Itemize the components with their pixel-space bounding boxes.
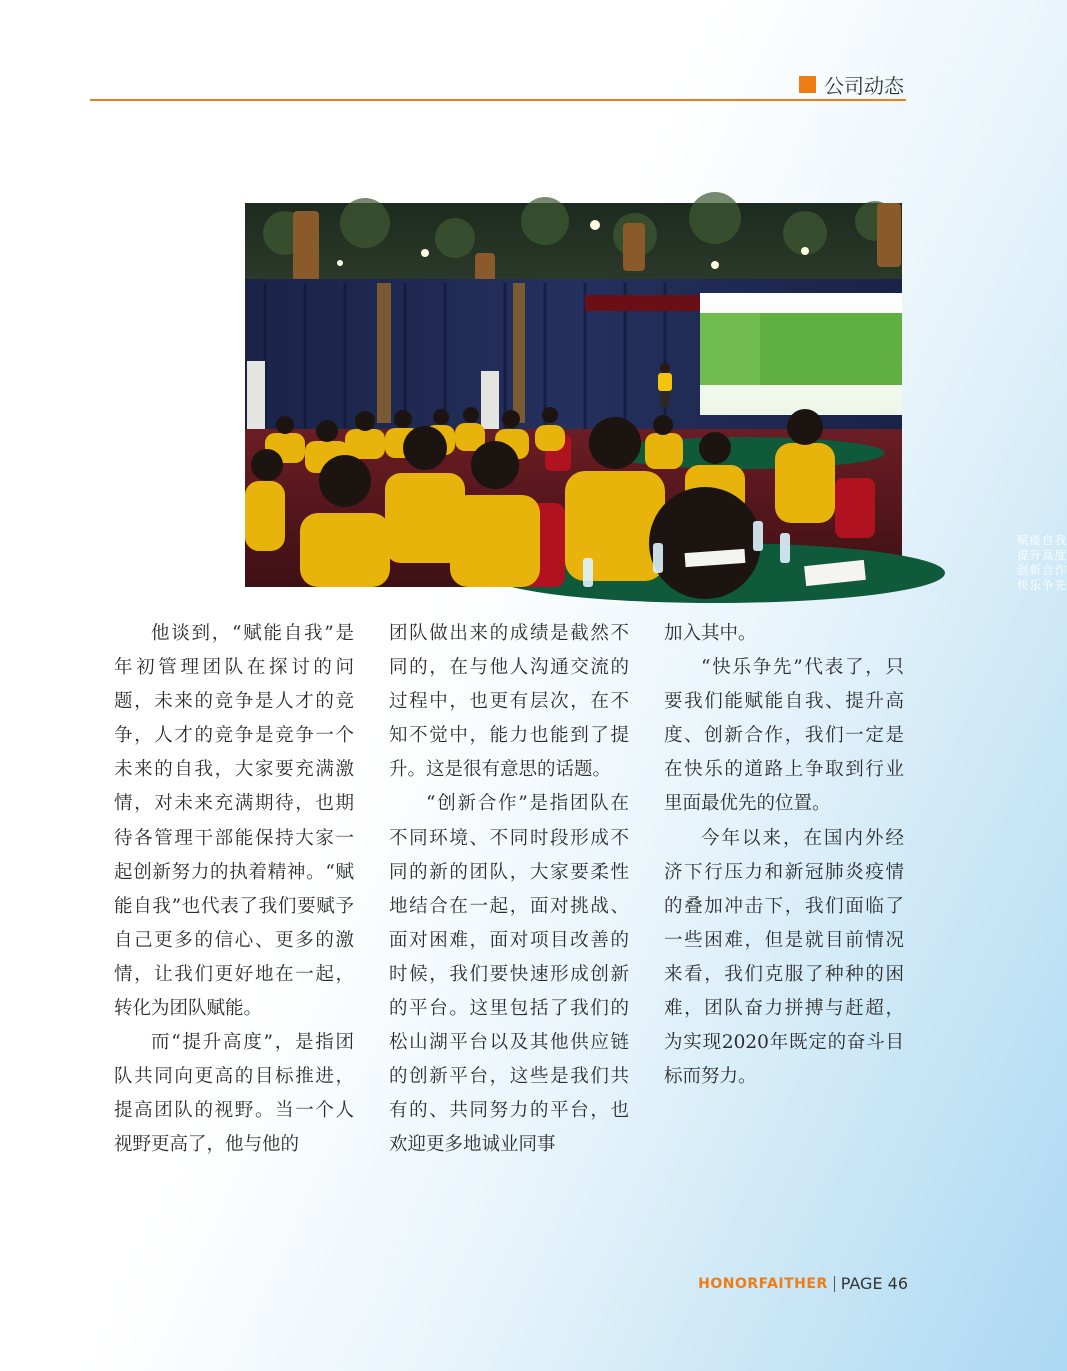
slide-text bbox=[1017, 533, 1067, 593]
section-header bbox=[799, 70, 904, 99]
meeting-photo bbox=[245, 203, 1067, 592]
slide-line: 赋能自我 bbox=[1017, 533, 1067, 547]
meeting-photo-illustration bbox=[245, 203, 902, 587]
paragraph: 而“提升高度”，是指团队共同向更高的目标推进，提高团队的视野。当一个人视野更高了，他与他的 bbox=[114, 1032, 354, 1156]
footer-divider bbox=[834, 1276, 835, 1292]
brand-name: HONORFAITHER bbox=[698, 1275, 828, 1292]
slide-line: 提升高度 bbox=[1017, 548, 1067, 562]
slide-line: 快乐争先 bbox=[1017, 578, 1067, 592]
text-column-1 bbox=[114, 617, 354, 1163]
paragraph: 他谈到，“赋能自我”是年初管理团队在探讨的问题，未来的竞争是人才的竞争，人才的竞争是竞争一个未来的自我，大家要充满激情，对未来充满期待，也期待各管理干部能保持大家一起创新努力的执着精神。“赋能自我”也代表了我们要赋予自己更多的信心、更多的激情，让我们更好地在一起，转化为团队赋能。 bbox=[114, 623, 354, 1020]
text-column-3 bbox=[664, 617, 904, 1094]
page-number: PAGE 46 bbox=[840, 1274, 908, 1293]
paragraph: 团队做出来的成绩是截然不同的，在与他人沟通交流的过程中，也更有层次，在不知不觉中，能力也能到了提升。这是很有意思的话题。 bbox=[389, 623, 629, 781]
section-title: 公司动态 bbox=[824, 74, 904, 98]
text-column-2 bbox=[389, 617, 629, 1163]
paragraph: 加入其中。 bbox=[664, 623, 757, 644]
section-marker-icon bbox=[799, 76, 816, 93]
slide-line: 创新合作 bbox=[1017, 563, 1067, 577]
page-footer bbox=[698, 1274, 908, 1293]
paragraph: “快乐争先”代表了，只要我们能赋能自我、提升高度、创新合作，我们一定是在快乐的道路上争取到行业里面最优先的位置。 bbox=[664, 657, 904, 815]
paragraph: “创新合作”是指团队在不同环境、不同时段形成不同的新的团队，大家要柔性地结合在一起，面对挑战、面对困难，面对项目改善的时候，我们要快速形成创新的平台。这里包括了我们的松山湖平台以及其他供应链的创新平台，这些是我们共有的、共同努力的平台，也欢迎更多地诚业同事 bbox=[389, 793, 629, 1156]
header-divider bbox=[90, 99, 906, 101]
paragraph: 今年以来，在国内外经济下行压力和新冠肺炎疫情的叠加冲击下，我们面临了一些困难，但是就目前情况来看，我们克服了种种的困难，团队奋力拼搏与赶超，为实现2020年既定的奋斗目标而努力。 bbox=[664, 827, 904, 1088]
